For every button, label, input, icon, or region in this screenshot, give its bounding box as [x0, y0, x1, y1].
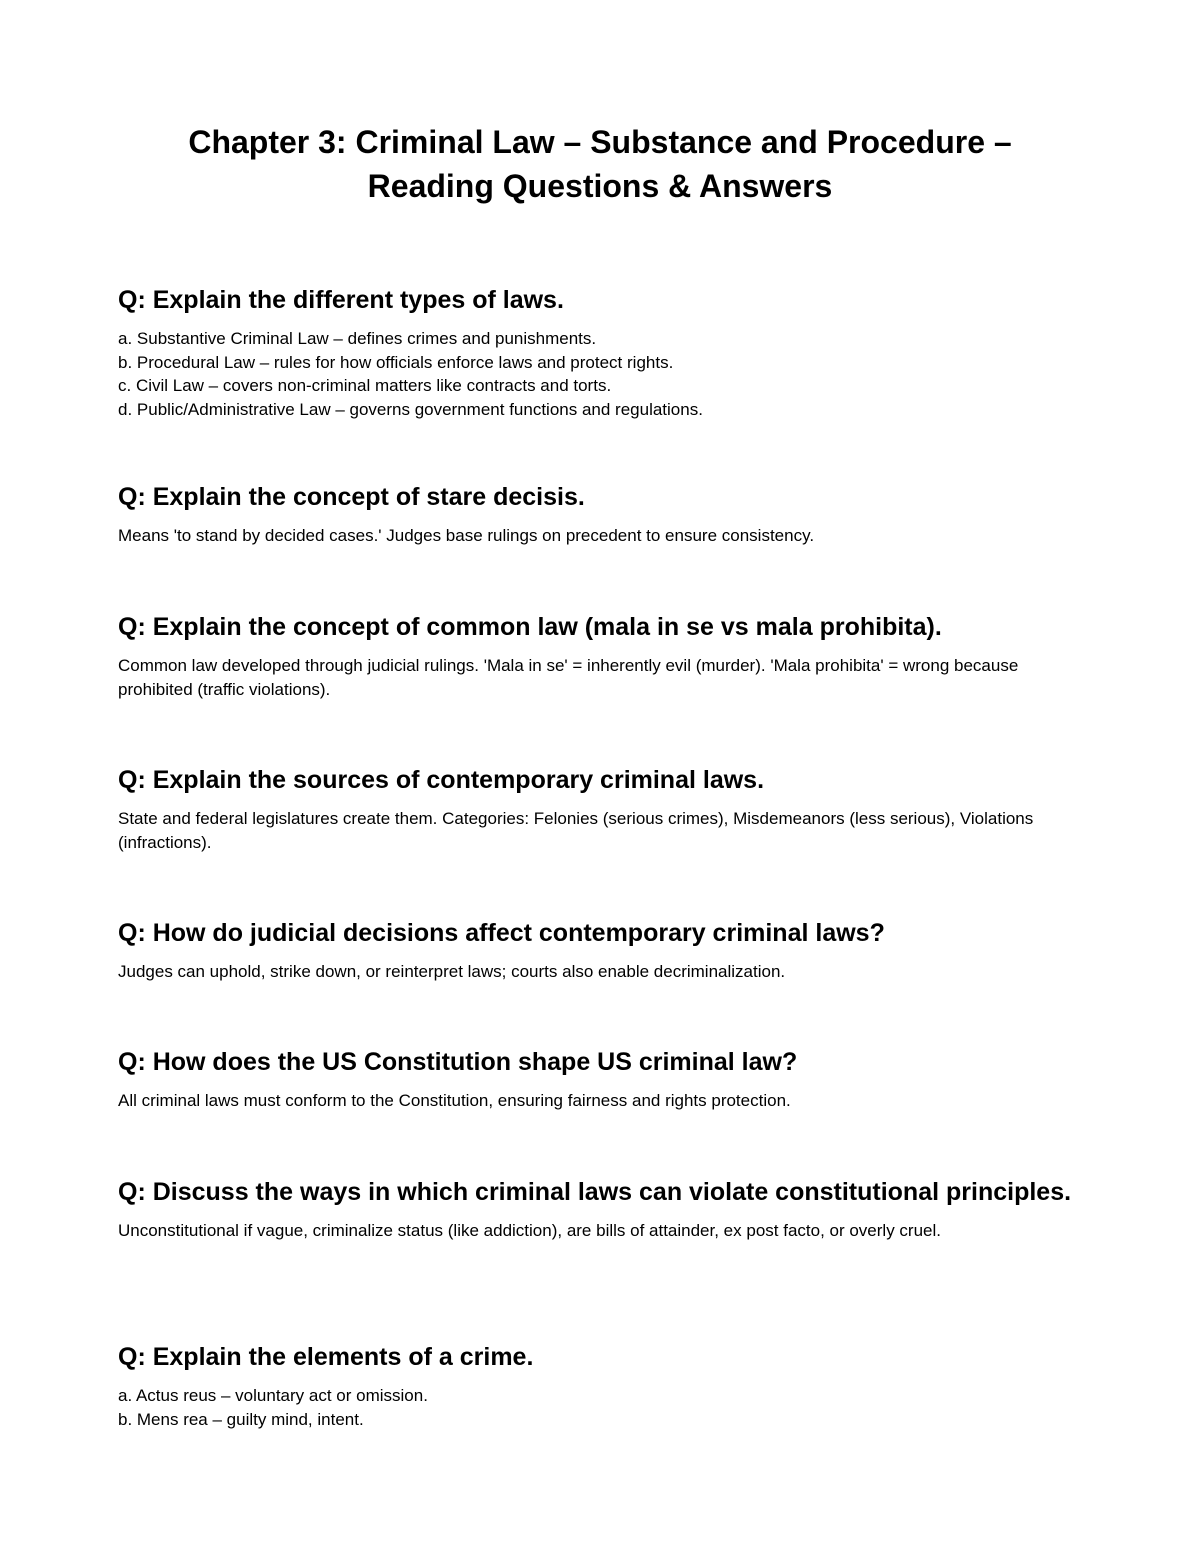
- question-heading: Q: Discuss the ways in which criminal laws can violate constitutional principles.: [118, 1178, 1072, 1206]
- answer-text: Judges can uphold, strike down, or reinterpret laws; courts also enable decriminalization.: [118, 962, 786, 981]
- question-heading: Q: Explain the concept of stare decisis.: [118, 483, 585, 511]
- section-sources-of-law: [118, 763, 1088, 854]
- question-heading: Q: How does the US Constitution shape US criminal law?: [118, 1048, 798, 1076]
- question-heading: Q: Explain the sources of contemporary criminal laws.: [118, 766, 765, 794]
- title-line-1: Chapter 3: Criminal Law – Substance and Procedure –: [188, 124, 1012, 160]
- answer-line: a. Actus reus – voluntary act or omission.: [118, 1386, 428, 1405]
- section-constitutional-violations: [118, 1175, 1088, 1243]
- answer-line: b. Mens rea – guilty mind, intent.: [118, 1409, 364, 1429]
- page-title: [100, 120, 1100, 208]
- section-elements-of-crime: [118, 1340, 1088, 1431]
- answer-line: a. Substantive Criminal Law – defines crimes and punishments.: [118, 329, 597, 348]
- question-heading: Q: How do judicial decisions affect contemporary criminal laws?: [118, 919, 885, 947]
- question-heading: Q: Explain the different types of laws.: [118, 286, 564, 314]
- answer-text: Common law developed through judicial rulings. 'Mala in se' = inherently evil (murder). 'Mala prohibita' = wrong because prohibited (traffic violations).: [118, 656, 1019, 699]
- answer-list: [118, 327, 1088, 421]
- answer-list: [118, 1384, 1088, 1431]
- answer-line: d. Public/Administrative Law – governs government functions and regulations.: [118, 399, 703, 419]
- section-stare-decisis: [118, 480, 1088, 548]
- title-line-2: Reading Questions & Answers: [367, 168, 833, 204]
- section-judicial-decisions: [118, 916, 1088, 984]
- question-heading: Q: Explain the elements of a crime.: [118, 1343, 534, 1371]
- answer-line: c. Civil Law – covers non-criminal matters like contracts and torts.: [118, 376, 612, 395]
- answer-text: Unconstitutional if vague, criminalize status (like addiction), are bills of attainder, ex post facto, or overly cruel.: [118, 1221, 941, 1240]
- answer-line: b. Procedural Law – rules for how officials enforce laws and protect rights.: [118, 352, 674, 372]
- section-types-of-laws: [118, 283, 1088, 421]
- question-heading: Q: Explain the concept of common law (mala in se vs mala prohibita).: [118, 613, 942, 641]
- answer-text: All criminal laws must conform to the Constitution, ensuring fairness and rights protection.: [118, 1091, 791, 1110]
- section-us-constitution: [118, 1045, 1088, 1113]
- answer-text: Means 'to stand by decided cases.' Judges base rulings on precedent to ensure consistency.: [118, 526, 815, 545]
- answer-text: State and federal legislatures create them. Categories: Felonies (serious crimes), Misdemeanors (less serious), Violations (infractions).: [118, 809, 1034, 852]
- section-common-law: [118, 610, 1088, 701]
